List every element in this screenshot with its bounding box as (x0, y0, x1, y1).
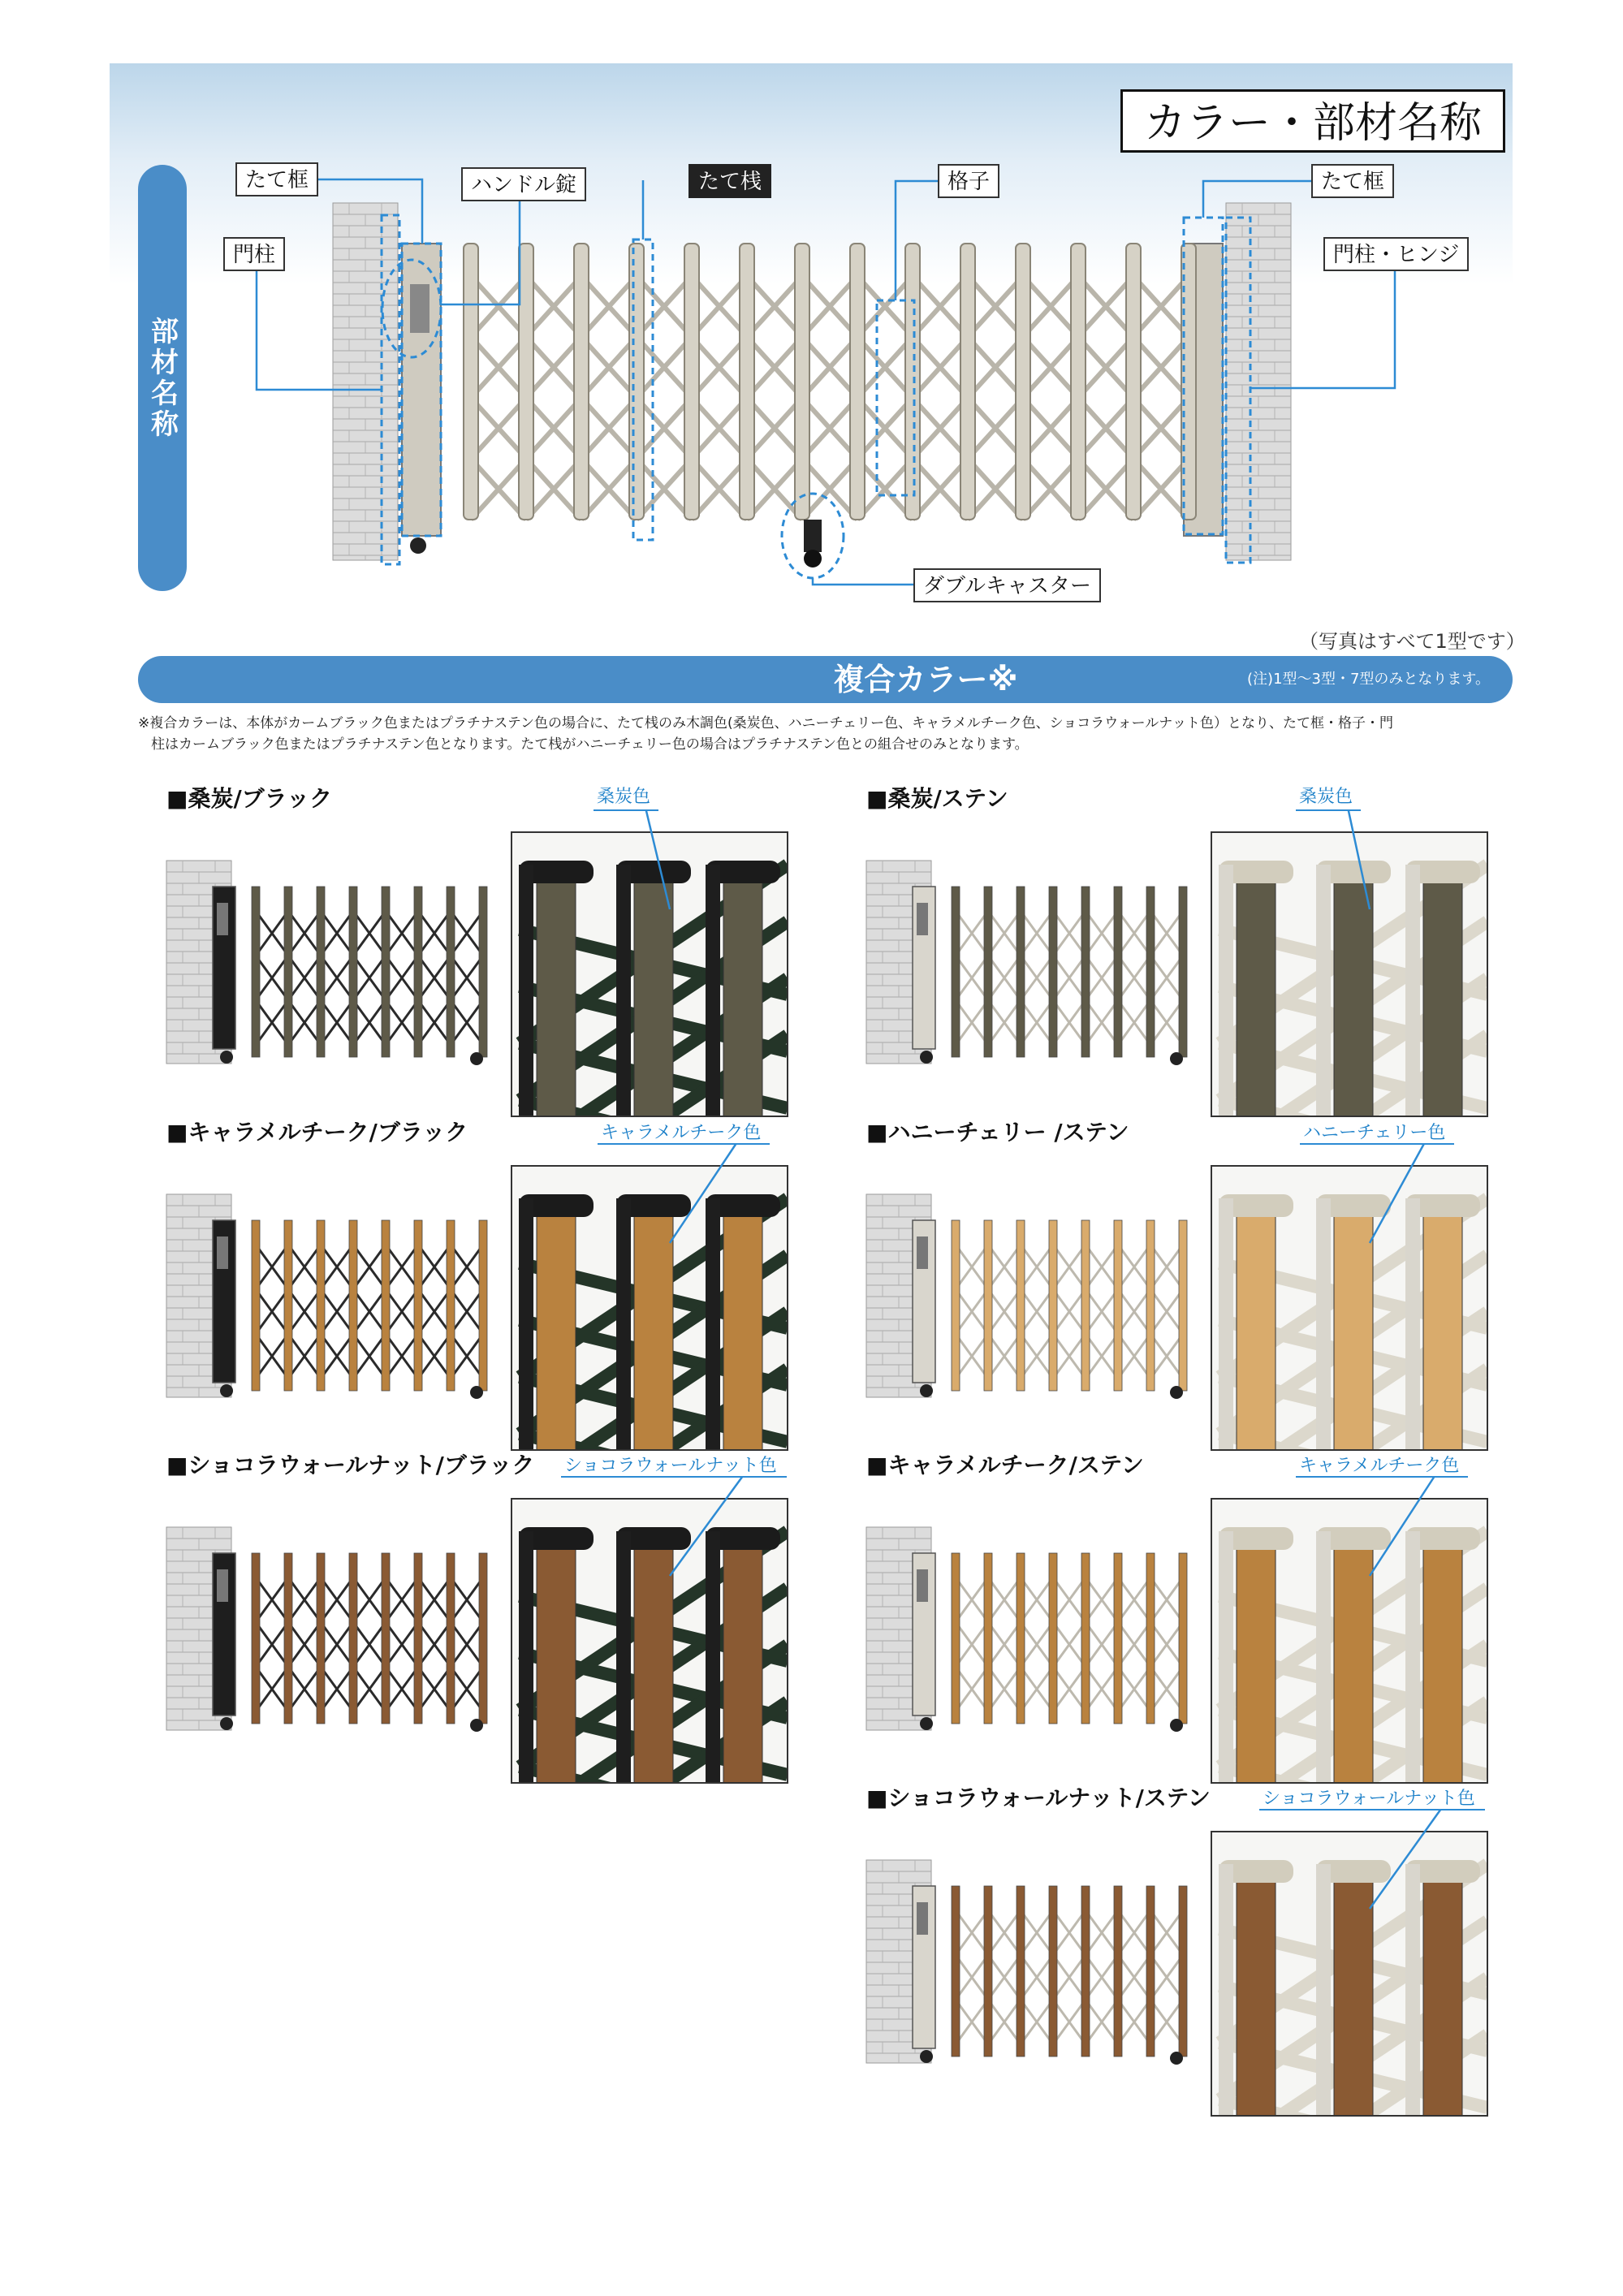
gate-bar (414, 1553, 422, 1724)
composite-description (138, 713, 1518, 755)
gate-bar (479, 887, 487, 1057)
closeup-bar (1334, 873, 1373, 1157)
closeup-photo (1211, 1832, 1487, 2213)
gate-caster (920, 1384, 933, 1397)
gate-handle (917, 1236, 928, 1269)
gate-handle (217, 903, 228, 935)
closeup-bar (1423, 1206, 1462, 1491)
gate-bar (1049, 887, 1057, 1057)
description-line: ※複合カラーは、本体がカームブラック色またはプラチナステン色の場合に、たて桟のみ木調色(桑炭色、ハニーチェリー色、キャラメルチーク色、ショコラウォールナット色）となり、たて框・格子・門 (138, 715, 1393, 732)
closeup-bar (723, 1206, 762, 1491)
closeup-bar (1237, 873, 1276, 1157)
variant-illustration (166, 1139, 897, 1464)
label-double-caster: ダブルキャスター (913, 568, 1101, 602)
closeup-frame (1219, 1864, 1233, 2148)
closeup-bar (1237, 1206, 1276, 1491)
gate-bar (1179, 1553, 1187, 1724)
gate-caster (220, 1384, 233, 1397)
gate-bar (1114, 1220, 1122, 1391)
gate-bar (960, 244, 975, 520)
parts-side-label: 部材名称 (138, 165, 187, 591)
gate-bar (984, 1553, 992, 1724)
variant-title: ■桑炭/ステン (866, 785, 1008, 812)
gate-caster (1170, 1386, 1183, 1399)
gate-bar (349, 1220, 357, 1391)
gate-bar (1081, 1886, 1090, 2056)
gate-bar (1179, 887, 1187, 1057)
gate-handle (917, 1569, 928, 1602)
gate-bar (1016, 244, 1030, 520)
gate-caster (470, 1719, 483, 1732)
color-callout-label: 桑炭色 (1299, 787, 1353, 807)
gate-bar (1146, 1553, 1155, 1724)
closeup-frame (1405, 1864, 1420, 2148)
closeup-frame (1316, 1198, 1331, 1482)
gate-bar (1146, 1886, 1155, 2056)
closeup-frame (1316, 1531, 1331, 1815)
closeup-frame (616, 1531, 631, 1815)
closeup-frame (616, 1198, 631, 1482)
color-callout-label: ショコラウォールナット色 (1263, 1789, 1475, 1809)
variant-title: ■ショコラウォールナット/ステン (866, 1785, 1211, 1811)
variant-illustration (166, 1472, 897, 1797)
closeup-bar (1423, 1872, 1462, 2156)
composite-color-banner (138, 656, 1513, 703)
gate-bar (1017, 1553, 1025, 1724)
closeup-frame (616, 865, 631, 1149)
gate-caster (220, 1717, 233, 1730)
gate-caster (920, 1717, 933, 1730)
gate-caster (1170, 1052, 1183, 1065)
gate-bar (1081, 1553, 1090, 1724)
color-callout-label: ハニーチェリー色 (1303, 1123, 1446, 1143)
closeup-frame (1219, 1198, 1233, 1482)
closeup-photo (512, 1499, 788, 1880)
gate-bar (349, 1553, 357, 1724)
closeup-bar (723, 873, 762, 1157)
closeup-bar (537, 1539, 576, 1823)
closeup-frame (706, 1531, 720, 1815)
gate-handle (917, 1902, 928, 1935)
gate-bar (1146, 1220, 1155, 1391)
closeup-bar (1334, 1206, 1373, 1491)
variant-illustration (866, 805, 1597, 1130)
closeup-frame (1219, 865, 1233, 1149)
gate-bar (317, 1553, 325, 1724)
variant-illustration (866, 1139, 1597, 1464)
gate-bar (629, 244, 644, 520)
closeup-frame (706, 1198, 720, 1482)
closeup-frame (1219, 1531, 1233, 1815)
gate-bar (252, 1553, 260, 1724)
variant-title: ■ハニーチェリー /ステン (866, 1119, 1129, 1146)
variant-title: ■キャラメルチーク/ステン (866, 1452, 1144, 1478)
gate-bar (447, 887, 455, 1057)
gate-bar (905, 244, 920, 520)
label-monchu: 門柱 (223, 237, 285, 271)
closeup-frame (1405, 1531, 1420, 1815)
gate-bar (1114, 1886, 1122, 2056)
gate-caster (470, 1052, 483, 1065)
gate-bar (284, 887, 292, 1057)
closeup-bar (1237, 1872, 1276, 2156)
color-callout-label: ショコラウォールナット色 (564, 1456, 777, 1476)
double-caster (804, 520, 822, 552)
gate-bar (414, 1220, 422, 1391)
gate-bar (1126, 244, 1141, 520)
variant-title: ■桑炭/ブラック (166, 785, 333, 812)
closeup-frame (1405, 865, 1420, 1149)
gate-bar (519, 244, 533, 520)
label-tate-waku-left: たて框 (235, 162, 318, 196)
closeup-frame (1405, 1198, 1420, 1482)
gate-bar (1081, 887, 1090, 1057)
gate-bar (795, 244, 809, 520)
gate-bar (479, 1553, 487, 1724)
closeup-frame (706, 865, 720, 1149)
variant-illustration (166, 805, 897, 1130)
color-callout-label: キャラメルチーク色 (1299, 1456, 1460, 1476)
gate-bar (984, 887, 992, 1057)
gate-handle (217, 1569, 228, 1602)
closeup-bar (1423, 873, 1462, 1157)
label-monchu-hinge: 門柱・ヒンジ (1323, 237, 1469, 271)
gate-caster (1170, 2052, 1183, 2065)
closeup-bar (537, 873, 576, 1157)
gate-bar (1179, 1886, 1187, 2056)
gate-bar (952, 887, 960, 1057)
closeup-bar (1237, 1539, 1276, 1823)
gate-diagram (0, 0, 1623, 650)
gate-bar (414, 887, 422, 1057)
gate-bar (1146, 887, 1155, 1057)
gate-bar (740, 244, 754, 520)
label-koshi: 格子 (938, 164, 999, 198)
gate-bar (1049, 1886, 1057, 2056)
closeup-bar (634, 873, 673, 1157)
gate-caster (470, 1386, 483, 1399)
gate-bar (952, 1886, 960, 2056)
gate-bar (1049, 1220, 1057, 1391)
composite-color-note: (注)1型～3型・7型のみとなります。 (1247, 671, 1490, 688)
gate-bar (984, 1220, 992, 1391)
gate-bar (479, 1220, 487, 1391)
leader-double-caster (813, 578, 913, 585)
gate-bar (464, 244, 478, 520)
closeup-frame (1316, 1864, 1331, 2148)
gate-bar (1081, 1220, 1090, 1391)
closeup-bar (723, 1539, 762, 1823)
left-caster (410, 537, 426, 554)
closeup-bar (634, 1206, 673, 1491)
left-brick-pillar (333, 203, 398, 560)
gate-bar (1017, 1886, 1025, 2056)
gate-caster (1170, 1719, 1183, 1732)
gate-bar (349, 887, 357, 1057)
gate-bar (447, 1553, 455, 1724)
color-callout-label: キャラメルチーク色 (601, 1123, 762, 1143)
gate-bar (952, 1220, 960, 1391)
gate-bar (1049, 1553, 1057, 1724)
gate-bar (1017, 887, 1025, 1057)
gate-bar (284, 1553, 292, 1724)
gate-bar (317, 887, 325, 1057)
right-brick-pillar (1226, 203, 1291, 560)
variant-illustration (866, 1472, 1597, 1797)
gate-bar (252, 1220, 260, 1391)
label-handle-lock: ハンドル錠 (461, 167, 586, 201)
closeup-bar (1423, 1539, 1462, 1823)
closeup-bar (1334, 1872, 1373, 2156)
gate-bar (382, 887, 390, 1057)
description-line: 柱はカームブラック色またはプラチナステン色となります。たて桟がハニーチェリー色の場合はプラチナステン色との組合せのみとなります。 (151, 736, 1029, 753)
variant-title: ■キャラメルチーク/ブラック (166, 1119, 468, 1146)
gate-caster (920, 1051, 933, 1064)
gate-bar (1071, 244, 1086, 520)
handle-lock (410, 284, 429, 333)
gate-bar (382, 1220, 390, 1391)
gate-bar (447, 1220, 455, 1391)
gate-handle (917, 903, 928, 935)
gate-bar (1017, 1220, 1025, 1391)
closeup-bar (1334, 1539, 1373, 1823)
gate-bar (850, 244, 865, 520)
photo-note: （写真はすべて1型です） (1299, 630, 1526, 653)
closeup-frame (519, 1531, 533, 1815)
caster-wheel (804, 550, 822, 568)
closeup-bar (634, 1539, 673, 1823)
gate-bar (1114, 887, 1122, 1057)
composite-color-title: 複合カラー※ (833, 662, 1018, 697)
gate-bar (284, 1220, 292, 1391)
gate-caster (220, 1051, 233, 1064)
closeup-frame (1316, 865, 1331, 1149)
gate-bar (382, 1553, 390, 1724)
variant-title: ■ショコラウォールナット/ブラック (166, 1452, 535, 1478)
gate-caster (920, 2050, 933, 2063)
gate-bar (684, 244, 699, 520)
gate-bar (1179, 1220, 1187, 1391)
closeup-frame (519, 865, 533, 1149)
gate-bar (317, 1220, 325, 1391)
label-tate-san: たて桟 (688, 164, 771, 198)
label-tate-waku-right: たて框 (1311, 164, 1394, 198)
gate-bar (984, 1886, 992, 2056)
variant-illustration (866, 1805, 1597, 2130)
closeup-bar (537, 1206, 576, 1491)
gate-handle (217, 1236, 228, 1269)
closeup-frame (519, 1198, 533, 1482)
page-title: カラー・部材名称 (1120, 89, 1505, 153)
gate-bar (1114, 1553, 1122, 1724)
gate-bar (952, 1553, 960, 1724)
color-callout-label: 桑炭色 (597, 787, 651, 807)
gate-bar (252, 887, 260, 1057)
gate-bar (574, 244, 589, 520)
